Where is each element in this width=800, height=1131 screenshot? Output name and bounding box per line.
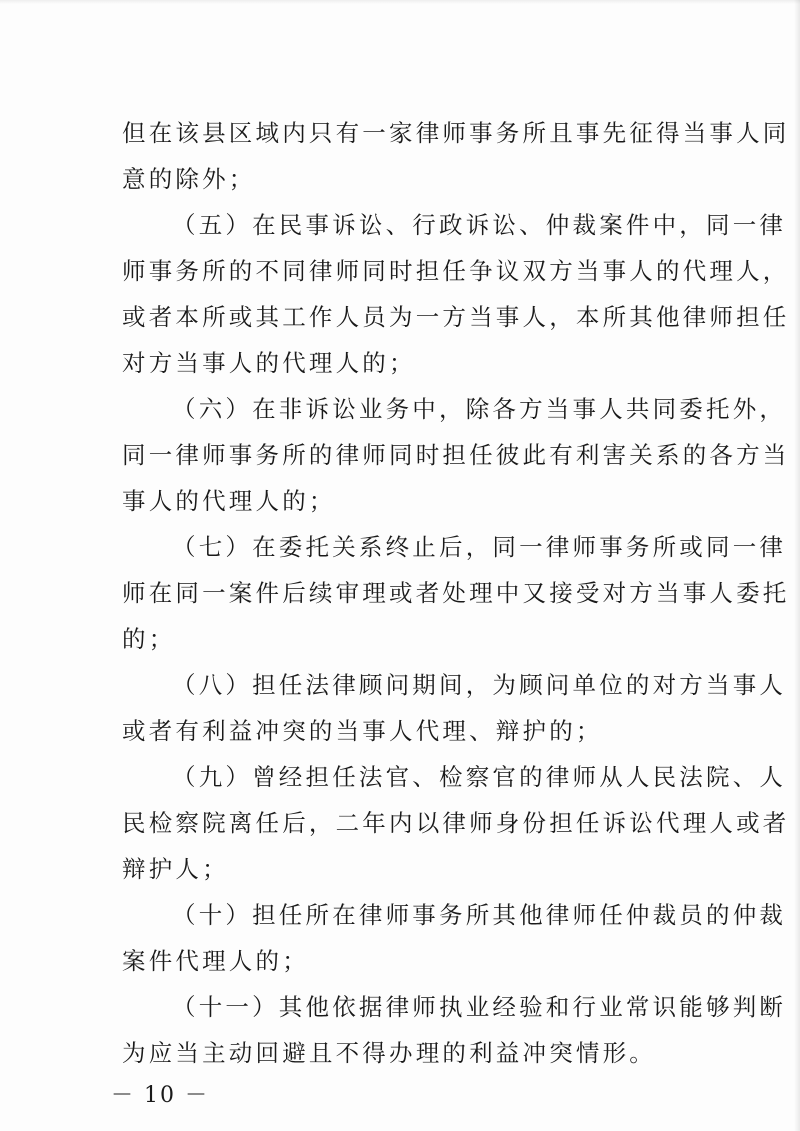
text-line: （六）在非诉讼业务中，除各方当事人共同委托外， <box>172 395 787 423</box>
text-line: 但在该县区域内只有一家律师事务所且事先征得当事人同 <box>122 119 790 147</box>
page-number: － 10 － <box>111 1083 209 1108</box>
text-line: 师事务所的不同律师同时担任争议双方当事人的代理人， <box>122 257 790 285</box>
text-line: 为应当主动回避且不得办理的利益冲突情形。 <box>122 1039 656 1067</box>
text-line: （七）在委托关系终止后，同一律师事务所或同一律 <box>172 533 787 561</box>
text-line: 事人的代理人的； <box>122 487 336 515</box>
text-line: （八）担任法律顾问期间，为顾问单位的对方当事人 <box>172 671 787 699</box>
text-line: （十）担任所在律师事务所其他律师任仲裁员的仲裁 <box>172 901 787 929</box>
text-line: 案件代理人的； <box>122 947 309 975</box>
text-line: 意的除外； <box>122 165 256 193</box>
text-line: 辩护人； <box>122 855 229 883</box>
text-line: 同一律师事务所的律师同时担任彼此有利害关系的各方当 <box>122 441 790 469</box>
text-line: 对方当事人的代理人的； <box>122 349 416 377</box>
text-line: 师在同一案件后续审理或者处理中又接受对方当事人委托 <box>122 579 790 607</box>
text-line: （五）在民事诉讼、行政诉讼、仲裁案件中，同一律 <box>172 211 787 239</box>
page-top-edge <box>0 0 800 4</box>
text-line: （九）曾经担任法官、检察官的律师从人民法院、人 <box>172 763 787 791</box>
page-right-edge <box>794 0 800 1131</box>
text-line: 或者有利益冲突的当事人代理、辩护的； <box>122 717 603 745</box>
text-line: 或者本所或其工作人员为一方当事人，本所其他律师担任 <box>122 303 790 331</box>
text-line: 的； <box>122 625 176 653</box>
text-line: 民检察院离任后，二年内以律师身份担任诉讼代理人或者 <box>122 809 790 837</box>
text-line: （十一）其他依据律师执业经验和行业常识能够判断 <box>172 993 787 1021</box>
